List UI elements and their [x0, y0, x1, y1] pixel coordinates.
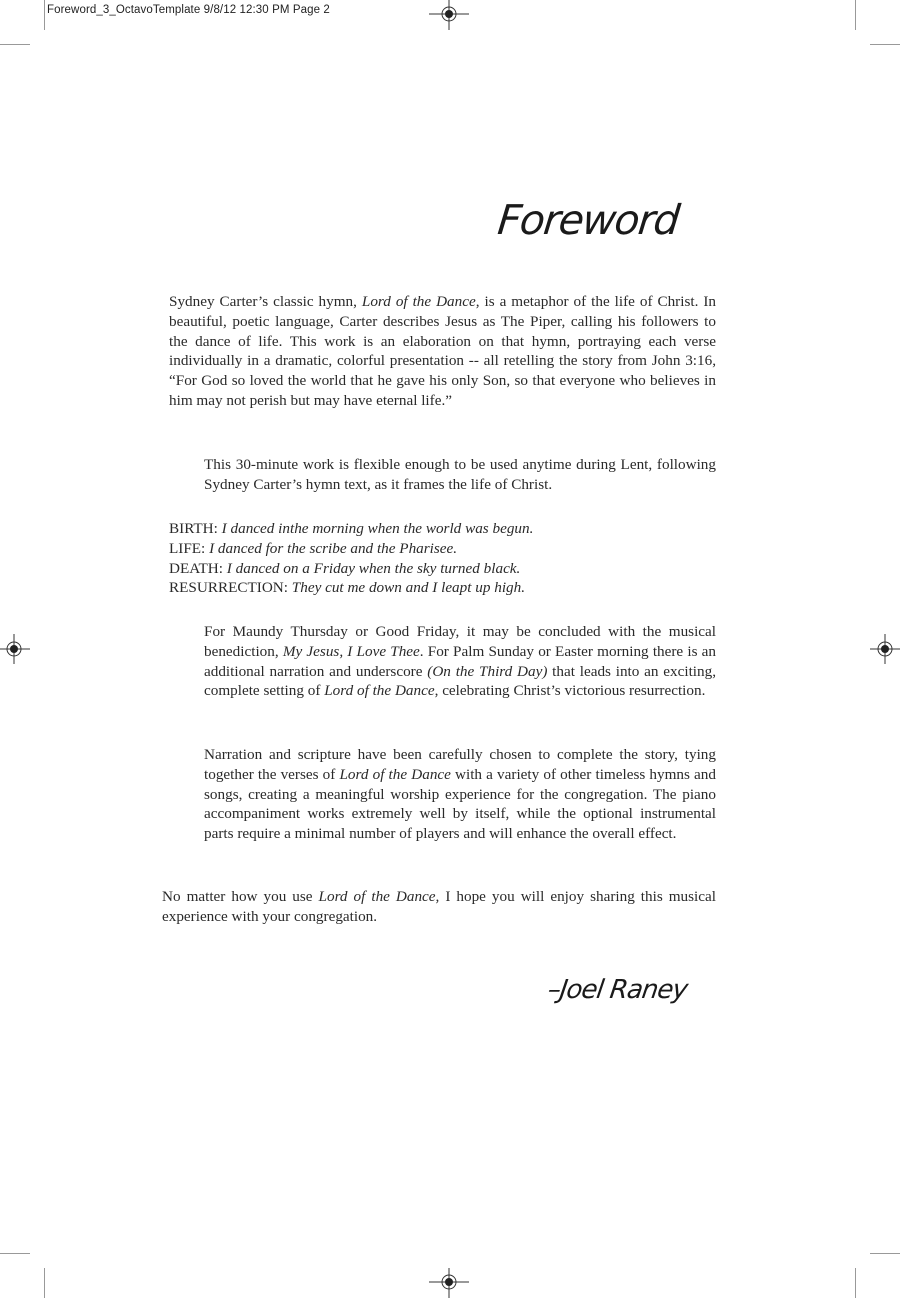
- life-stage-lyric: I danced inthe morning when the world was begun.: [221, 520, 534, 537]
- life-stage-lyric: They cut me down and I leapt up high.: [291, 579, 526, 597]
- life-stage-death: [169, 559, 716, 579]
- life-stage-lyric: I danced for the scribe and the Pharisee.: [209, 539, 458, 557]
- text-run: Narration and scripture have been carefully chosen to complete the story, tying together the verses of: [204, 746, 716, 783]
- paragraph-narration: [204, 745, 716, 844]
- printer-slug: Foreword_3_OctavoTemplate 9/8/12 12:30 PM Page 2: [47, 4, 330, 16]
- registration-mark-top-icon: [429, 0, 469, 30]
- life-stage-life: [169, 539, 716, 559]
- life-stage-label: RESURRECTION:: [169, 579, 288, 597]
- hymn-title-italic: Lord of the Dance: [339, 765, 451, 783]
- author-signature: –Joel Raney: [545, 975, 690, 1005]
- paragraph-holy-week: [204, 622, 716, 701]
- crop-mark-bottom-left-h: [0, 1253, 30, 1254]
- crop-mark-top-right-h: [870, 44, 900, 45]
- crop-mark-top-left-h: [0, 44, 30, 45]
- text-run: Sydney Carter’s classic hymn,: [169, 293, 362, 310]
- life-stage-label: BIRTH:: [169, 520, 218, 537]
- text-run: that leads into an exciting, complete setting of: [204, 662, 717, 700]
- paragraph-flexibility: This 30-minute work is flexible enough to be used anytime during Lent, following Sydney Carter’s hymn text, as it frames the life of Christ.: [204, 456, 716, 493]
- text-run: , celebrating Christ’s victorious resurrection.: [434, 682, 706, 700]
- page-title: Foreword: [495, 196, 681, 244]
- registration-mark-left-icon: [0, 634, 30, 664]
- crop-mark-top-right-v: [855, 0, 856, 30]
- text-run: , is a metaphor of the life of Christ. In beautiful, poetic language, Carter describes Jesus as The Piper, calling his followers to the dance of life. This work is an elaboration on that hymn, portraying each verse individually in a dramatic, colorful presentation -- all retelling the story from John 3:16, “For God so loved the world that he gave his only Son, so that everyone who believes in him may not perish but may have eternal life.”: [169, 293, 716, 409]
- paragraph-intro: [169, 292, 716, 411]
- registration-mark-right-icon: [870, 634, 900, 664]
- life-stage-label: DEATH:: [169, 559, 223, 577]
- hymn-title-italic: Lord of the Dance: [324, 682, 435, 700]
- life-stage-resurrection: [169, 578, 716, 598]
- life-stage-label: LIFE:: [169, 539, 206, 557]
- benediction-title-italic: My Jesus, I Love Thee: [282, 642, 420, 660]
- crop-mark-bottom-left-v: [44, 1268, 45, 1298]
- crop-mark-top-left-v: [44, 0, 45, 30]
- hymn-title-italic: Lord of the Dance: [361, 293, 476, 310]
- paragraph-closing: [162, 887, 716, 927]
- text-run: with a variety of other timeless hymns and songs, creating a meaningful worship experience for the congregation. The piano accompaniment works extremely well by itself, while the optional instrumental parts require a minimal number of players and will enhance the overall effect.: [204, 765, 716, 843]
- crop-mark-bottom-right-v: [855, 1268, 856, 1298]
- registration-mark-bottom-icon: [429, 1268, 469, 1298]
- hymn-title-italic: Lord of the Dance,: [318, 888, 440, 905]
- text-run: No matter how you use: [162, 888, 319, 905]
- life-stages-list: [169, 519, 716, 598]
- underscore-title-italic: (On the Third Day): [427, 662, 548, 680]
- life-stage-lyric: I danced on a Friday when the sky turned black.: [226, 559, 521, 577]
- text-run: For Maundy Thursday or Good Friday, it may be concluded with the musical benediction,: [204, 623, 716, 660]
- life-stage-birth: [169, 519, 716, 539]
- text-run: . For Palm Sunday or Easter morning there is an additional narration and underscore: [204, 642, 717, 680]
- text-run: I hope you will enjoy sharing this musical experience with your congregation.: [162, 888, 716, 925]
- crop-mark-bottom-right-h: [870, 1253, 900, 1254]
